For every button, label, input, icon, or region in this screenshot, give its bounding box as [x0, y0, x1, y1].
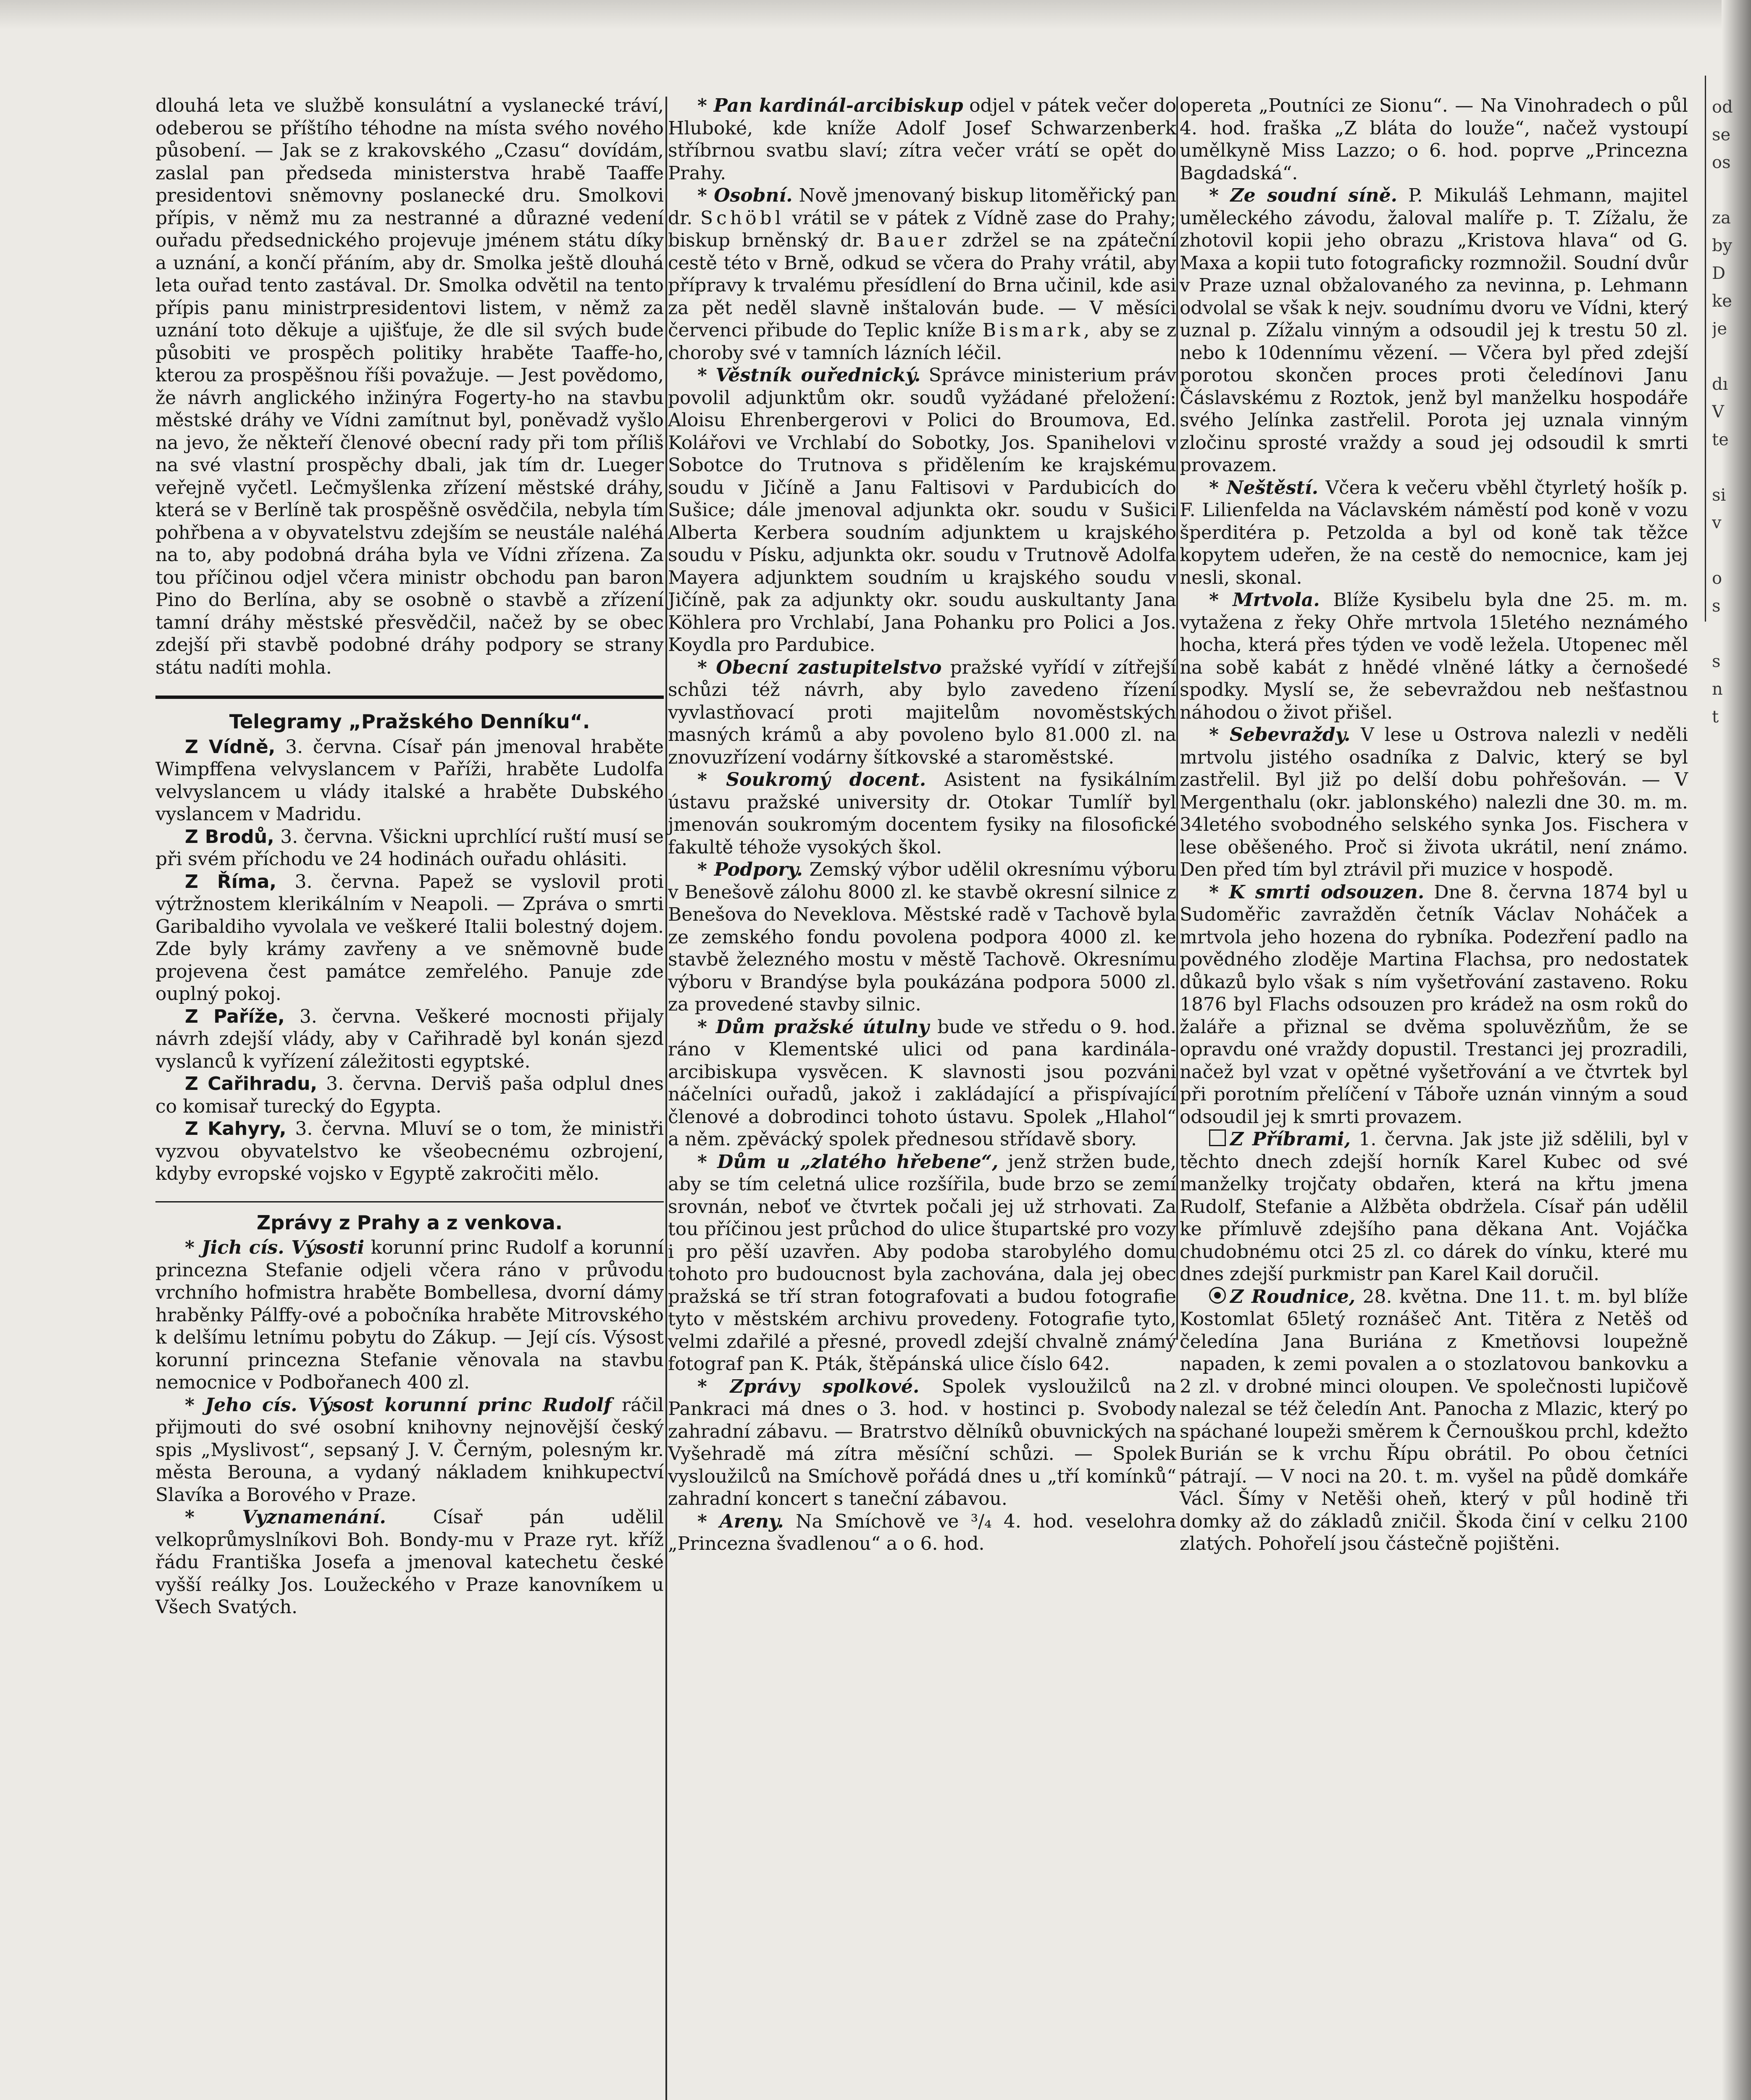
politics-paragraph: dlouhá leta ve službě konsulátní a vyslanecké tráví, odeberou se příštího téhodne na místa svého nového působení. — Jak se z krakovského „Czasu“ dovídám, zaslal pan předseda ministerstva hrabě Taaffe presidentovi sněmovny poslanecké dru. Smolkovi přípis, v němž mu za nestranné a důrazné vedení ouřadu předsednického projevuje jménem státu díky a uznání, a končí přáním, aby dr. Smolka ještě dlouhá leta ouřad tento zastával. Dr. Smolka odvětil na tento přípis panu ministrpresidentovi listem, v němž za uznání toto děkuje a ujišťuje, že dle sil svých bude působiti ve prospěch politiky hraběte Taaffe-ho, kterou za prospěšnou říši považuje. — Jest povědomo, že návrh anglického inžinýra Fogerty-ho na stavbu městské dráhy ve Vídni zamítnut byl, poněvadž vyšlo na jevo, že někteří členové obecní rady při tom příliš na své vlastní prospěchy dbali, jak tím dr. Lueger veřejně vyčetl. Lečmyšlenka zřízení městské dráhy, která se v Berlíně tak prospěšně osvědčila, nebyla tím pohřbena a v obyvatelstvu zdejším se neustále naléhá na to, aby podobná dráha byla ve Vídni zřízena. Za tou příčinou odjel včera ministr obchodu pan baron Pino do Berlína, aby se osobně o stavbě a zřízení tamní dráhy městské přesvědčil, načež by se obec zdejší při stavbě podobné dráhy podpory se strany státu nadíti mohla.	[155, 95, 664, 678]
margin-fragment: si	[1712, 486, 1726, 505]
news-item: * Věstník ouřednický. Správce ministerium práv povolil adjunktům okr. soudů vyžádané přeložení: Aloisu Ehrenbergerovi v Polici do Broumova, Ed. Kolářovi ve Vrchlabí do Sobotky, Jos. Spanihelovi v Sobotce do Trutnova s přidělením ke krajskému soudu v Jičíně a Janu Faltisovi v Pardubicích do Sušice; dále jmenoval adjunkta okr. soudu v Sušici Alberta Kerbera soudním adjunktem u krajského soudu v Písku, adjunkta okr. soudu v Trutnově Adolfa Mayera adjunktem soudním u krajského soudu v Jičíně, pak za adjunkty okr. soudu auskultanty Jana Köhlera pro Vrchlabí, Jana Pohanku pro Polici a Jos. Koydla pro Pardubice.	[668, 365, 1177, 656]
margin-fragment	[1712, 344, 1746, 372]
margin-fragment: by	[1712, 236, 1733, 255]
margin-fragment: os	[1712, 153, 1731, 172]
column-rule-3	[1705, 76, 1706, 622]
margin-fragment: s	[1712, 652, 1721, 671]
news-item: * Podpory. Zemský výbor udělil okresnímu výboru v Benešově zálohu 8000 zl. ke stavbě okresní silnice z Benešova do Neveklova. Městské radě v Tachově byla ze zemského fondu povolena podpora 4000 zl. ke stavbě železného mostu v městě Tachově. Okresnímu výboru v Brandýse byla poukázána podpora 5000 zl. za provedené stavby silnic.	[668, 859, 1176, 1015]
margin-fragment: s	[1712, 596, 1721, 616]
news-item: Z Příbrami, 1. června. Jak jste již sdělili, byl v těchto dnech zdejší horník Karel Kubec od své manželky trojčaty obdařen, která na křtu jmena Rudolf, Stefanie a Alžběta obdržela. Císař pán udělil ke přímluvě zdejšího pana děkana Ant. Vojáčka chudobnému otci 25 zl. co dárek do vínku, které mu dnes zdejší purkmistr pan Karel Kail doručil.	[1180, 1129, 1688, 1285]
news-item: Z Roudnice, 28. května. Dne 11. t. m. byl blíže Kostomlat 65letý roznášeč Ant. Titěra z Netěš od čeledína Jana Buriána z Kmetňovsi loupežně napaden, k zemi povalen a o stozlatovou bankovku a 2 zl. v drobné minci oloupen. Ve společnosti lupičově nalezal se též čeledín Ant. Panocha z Mlazic, který po spáchané loupeži směrem k Černouškou prchl, kdežto Burián se k vrchu Řípu obrátil. Po obou četníci pátrají. — V noci na 20. t. m. vyšel na půdě domkáře Václ. Šímy v Netěši oheň, který v půl hodině tři domky až do základů zničil. Škoda činí v celku 2100 zlatých. Pohořelí jsou částečně pojištěni.	[1180, 1286, 1688, 1554]
telegram-item: Z Brodů, 3. června. Všickni uprchlící ruští musí se při svém příchodu ve 24 hodinách ouřadu ohlásiti.	[155, 826, 664, 870]
news-item: * Ze soudní síně. P. Mikuláš Lehmann, majitel uměleckého závodu, žaloval malíře p. T. Zížalu, že zhotovil kopii jeho obrazu „Kristova hlava“ od G. Maxa a kopii tuto fotograficky rozmnožil. Soudní dvůr v Praze uznal obžalovaného za nevinna, p. Lehmann odvolal se však k nejv. soudnímu dvoru ve Vídni, který uznal p. Zížalu vinným a odsoudil jej k trestu 50 zl. nebo k 10dennímu vězení. — Včera byl před zdejší porotou skončen proces proti čeledínovi Janu Čáslavskému z Roztok, jenž byl manželku hospodáře svého Jelínka zastřelil. Porota jej uznala vinným zločinu sprosté vraždy a soud jej odsoudil k smrti provazem.	[1180, 185, 1688, 476]
news-item: * Soukromý docent. Asistent na fysikálním ústavu pražské university dr. Otokar Tumlíř byl jmenován soukromým docentem fysiky na filosofické fakultě téhože vysokých škol.	[668, 769, 1176, 858]
margin-fragment: se	[1712, 125, 1731, 144]
margin-fragment: n	[1712, 680, 1723, 699]
news-item: * Dům pražské útulny bude ve středu o 9. hod. ráno v Klementské ulici od pana kardinála-arcibiskupa vysvěcen. K slavnosti jsou pozváni náčelníci ouřadů, jakož i zakládající a přispívající členové a dobrodinci tohoto ústavu. Spolek „Hlahol“ a něm. zpěvácký spolek přednesou střídavě sbory.	[668, 1016, 1176, 1150]
telegram-item: Z Cařihradu, 3. června. Derviš paša odplul dnes co komisař turecký do Egypta.	[155, 1073, 664, 1117]
margin-fragment: o	[1712, 569, 1722, 588]
margin-fragment	[1712, 178, 1746, 205]
margin-fragment: ke	[1712, 291, 1732, 311]
margin-fragment: od	[1712, 97, 1733, 117]
news-item: * Obecní zastupitelstvo pražské vyřídí v zítřejší schůzi též návrh, aby bylo zavedeno řízení vyvlastňovací proti majitelům novoměstských masných krámů a aby povoleno bylo 81.000 zl. na znovuzřízení vodárny šítkovské a staroměstské.	[668, 656, 1176, 768]
section-divider	[155, 696, 664, 699]
news-item: * Jich cís. Výsosti korunní princ Rudolf a korunní princezna Stefanie odjeli včera ráno v průvodu vrchního hofmistra hraběte Bombellesa, dvorní dámy hraběnky Pálffy-ové a pobočníka hraběte Mitrovského k delšímu letnímu pobytu do Zákup. — Její cís. Výsost korunní princezna Stefanie věnovala na stavbu nemocnice v Podbořanech 400 zl.	[155, 1237, 664, 1393]
news-item: * Dům u „zlatého hřebene“, jenž stržen bude, aby se tím celetná ulice rozšířila, bude brzo se zemí srovnán, neboť ve čtvrtek počali jej už strhovati. Za tou příčinou jest průchod do ulice štupartské pro vozy i pro pěší uzavřen. Aby podoba starobylého domu tohoto pro budoucnost byla zachována, dala jej obec pražská se tří stran fotografovati a budou fotografie tyto v městském archivu provedeny. Fotografie tyto, velmi zdařilé a přesné, provedl zdejší chvalně známý fotograf pan K. Pták, štěpánská ulice číslo 642.	[668, 1151, 1176, 1375]
news-item: * K smrti odsouzen. Dne 8. června 1874 byl u Sudoměřic zavražděn četník Václav Noháček a mrtvola jeho hozena do rybníka. Podezření padlo na povědného zloděje Martina Flachsa, pro nedostatek důkazů bylo však s ním vyšetřování zastaveno. Roku 1876 byl Flachs odsouzen pro krádež na osm roků do žaláře a přiznal se dvěma spoluvězňům, že se opravdu oné vraždy dopustil. Trestanci jej prozradili, načež byl vzat v opětné vyšetřování a ve čtvrtek byl při porotním přelíčení v Táboře uznán vinným a soud odsoudil jej k smrti provazem.	[1180, 881, 1688, 1128]
margin-fragment	[1712, 455, 1746, 483]
margin-fragment	[1712, 621, 1746, 649]
column-rule-2	[1176, 97, 1178, 1340]
telegram-item: Z Paříže, 3. června. Veškeré mocnosti přijaly návrh zdejší vlády, aby v Cařihradě byl konán sjezd vyslanců k vyřízení záležitosti egyptské.	[155, 1005, 664, 1072]
column-2	[668, 94, 1176, 1555]
telegram-item: Z Říma, 3. června. Papež se vyslovil proti výtržnostem klerikálním v Neapoli. — Zpráva o smrti Garibaldiho vyvolala ve veškeré Italii bolestný dojem. Zde byly krámy zavřeny a ve sněmovně bude projevena čest památce zemřelého. Panuje zde ouplný pokoj.	[155, 871, 664, 1005]
margin-fragment: D	[1712, 264, 1726, 283]
page-edge-top	[0, 0, 1751, 29]
margin-fragment: dı	[1712, 375, 1728, 394]
margin-fragment: v	[1712, 513, 1722, 533]
section-divider	[155, 1201, 664, 1202]
column-1	[155, 94, 664, 1619]
margin-fragment: V	[1712, 402, 1724, 422]
adjacent-page-fragments	[1712, 94, 1746, 732]
news-heading: Zprávy z Prahy a z venkova.	[256, 1211, 563, 1234]
telegram-item: Z Kahyry, 3. června. Mluví se o tom, že ministři vyzvou obyvatelstvo ke všeobecnému ozbrojení, kdyby evropské vojsko v Egyptě zakročiti mělo.	[155, 1118, 664, 1184]
news-item: * Osobní. Nově jmenovaný biskup litoměřický pan dr. Schöbl vrátil se v pátek z Vídně zase do Prahy; biskup brněnský dr. Bauer zdržel se na zpáteční cestě této v Brně, odkud se včera do Prahy vrátil, aby přípravy k trvalému přesídlení do Brna učinil, kde asi za pět neděl slavně inštalován bude. — V měsíci červenci přibude do Teplic kníže Bismark, aby se z choroby své v tamních lázních léčil.	[668, 185, 1176, 364]
news-item: * Jeho cís. Výsost korunní princ Rudolf ráčil přijmouti do své osobní knihovny nejnovější český spis „Myslivost“, sepsaný J. V. Černým, polesným kr. města Berouna, a vydaný nákladem knihkupectví Slavíka a Borového v Praze.	[155, 1394, 664, 1506]
margin-fragment: je	[1712, 319, 1727, 339]
margin-fragment	[1712, 538, 1746, 566]
circle-marker-icon	[1209, 1287, 1226, 1304]
square-marker-icon	[1209, 1129, 1226, 1146]
news-item: * Pan kardinál-arcibiskup odjel v pátek večer do Hluboké, kde kníže Adolf Josef Schwarzenberk stříbrnou svatbu slaví; zítra večer vrátí se opět do Prahy.	[668, 95, 1176, 184]
news-item: * Zprávy spolkové. Spolek vysloužilců na Pankraci má dnes o 3. hod. v hostinci p. Svobody zahradní zábavu. — Bratrstvo dělníků obuvnických na Vyšehradě má zítra měsíční schůzi. — Spolek vysloužilců na Smíchově pořádá dnes u „tří komínků“ zahradní koncert s taneční zábavou.	[668, 1376, 1176, 1509]
news-item: * Neštěstí. Včera k večeru vběhl čtyrletý hošík p. F. Lilienfelda na Václavském náměstí pod koně v vozu šperditéra p. Petzolda a byl od koně tak těžce kopytem udeřen, že na cestě do nemocnice, kam jej nesli, skonal.	[1180, 477, 1688, 588]
margin-fragment: te	[1712, 430, 1729, 449]
news-item: * Areny. Na Smíchově ve ³/₄ 4. hod. veselohra „Princezna švadlenou“ a o 6. hod.	[668, 1510, 1176, 1554]
column-3	[1180, 94, 1688, 1555]
news-item: * Sebevraždy. V lese u Ostrova nalezli v neděli mrtvolu jistého osadníka z Dalvic, který se byl zastřelil. Byl již po delší dobu pohřešován. — V Mergenthalu (okr. jablonského) nalezli dne 30. m. m. 34letého svobodného selského synka Jos. Fischera v lese oběšeného. Proč si života ukrátil, není známo. Den před tím byl ztrávil při muzice v hospodě.	[1180, 724, 1688, 880]
telegrams-heading: Telegramy „Pražského Denníku“.	[229, 710, 590, 733]
news-item: * Mrtvola. Blíže Kysibelu byla dne 25. m. m. vytažena z řeky Ohře mrtvola 15letého neznámého hocha, která přes týden ve vodě ležela. Utopenec měl na sobě kabát z hnědé vlněné látky a černošedé spodky. Myslí se, že sebevraždou neb nešťastnou náhodou o život přišel.	[1180, 589, 1688, 723]
theatre-continuation: opereta „Poutníci ze Sionu“. — Na Vinohradech o půl 4. hod. fraška „Z bláta do louže“, načež vystoupí umělkyně Miss Lazzo; o 6. hod. poprve „Princezna Bagdadská“.	[1180, 95, 1688, 184]
news-item: * Vyznamenání. Císař pán udělil velkoprůmyslníkovi Boh. Bondy-mu v Praze ryt. kříž řádu Františka Josefa a jmenoval katechetu české vyšší reálky Jos. Loužeckého v Praze kanovníkem u Všech Svatých.	[155, 1507, 664, 1618]
column-rule-1	[665, 97, 667, 2100]
telegram-item: Z Vídně, 3. června. Císař pán jmenoval hraběte Wimpffena velvyslancem v Paříži, hraběte Ludolfa velvyslancem u vlády italské a hraběte Dubského vyslancem v Madridu.	[155, 736, 664, 825]
margin-fragment: t	[1712, 707, 1719, 727]
margin-fragment: za	[1712, 208, 1731, 228]
